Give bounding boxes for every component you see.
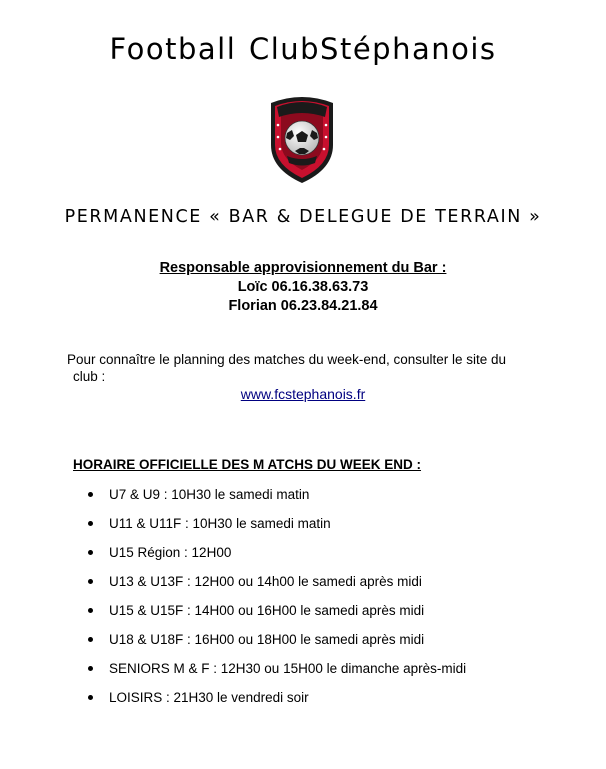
bar-contact-heading: Responsable approvisionnement du Bar : xyxy=(159,260,447,276)
list-item xyxy=(88,538,466,567)
match-schedule-list xyxy=(88,480,466,712)
bullet-icon xyxy=(88,550,93,555)
list-item xyxy=(88,625,466,654)
list-item xyxy=(88,683,466,712)
planning-info xyxy=(67,351,547,385)
page-title: Football ClubStéphanois xyxy=(109,32,497,66)
bullet-icon xyxy=(88,666,93,671)
schedule-item-text: U7 & U9 : 10H30 le samedi matin xyxy=(109,487,310,502)
list-item xyxy=(88,509,466,538)
bullet-icon xyxy=(88,521,93,526)
schedule-item-text: U15 Région : 12H00 xyxy=(109,545,232,560)
planning-info-line-1: Pour connaître le planning des matches du week-end, consulter le site du xyxy=(67,352,507,367)
bullet-icon xyxy=(88,695,93,700)
list-item xyxy=(88,654,466,683)
contact-florian: Florian 06.23.84.21.84 xyxy=(228,298,378,314)
bullet-icon xyxy=(88,637,93,642)
list-item xyxy=(88,567,466,596)
schedule-item-text: U11 & U11F : 10H30 le samedi matin xyxy=(109,516,331,531)
schedule-item-text: U13 & U13F : 12H00 ou 14h00 le samedi après midi xyxy=(109,574,422,589)
schedule-item-text: LOISIRS : 21H30 le vendredi soir xyxy=(109,690,309,705)
bullet-icon xyxy=(88,579,93,584)
schedule-item-text: U15 & U15F : 14H00 ou 16H00 le samedi après midi xyxy=(109,603,425,618)
schedule-item-text: U18 & U18F : 16H00 ou 18H00 le samedi après midi xyxy=(109,632,425,647)
schedule-title: HORAIRE OFFICIELLE DES M ATCHS DU WEEK END : xyxy=(73,457,422,472)
list-item xyxy=(88,596,466,625)
planning-info-line-2: club : xyxy=(73,369,106,384)
bullet-icon xyxy=(88,608,93,613)
bullet-icon xyxy=(88,492,93,497)
schedule-item-text: SENIORS M & F : 12H30 ou 15H00 le dimanche après-midi xyxy=(109,661,467,676)
list-item xyxy=(88,480,466,509)
contact-loic: Loïc 06.16.38.63.73 xyxy=(237,279,369,295)
club-website-link[interactable]: www.fcstephanois.fr xyxy=(240,386,366,402)
club-crest-icon xyxy=(265,93,339,185)
page-subtitle: PERMANENCE « BAR & DELEGUE DE TERRAIN » xyxy=(64,207,542,227)
